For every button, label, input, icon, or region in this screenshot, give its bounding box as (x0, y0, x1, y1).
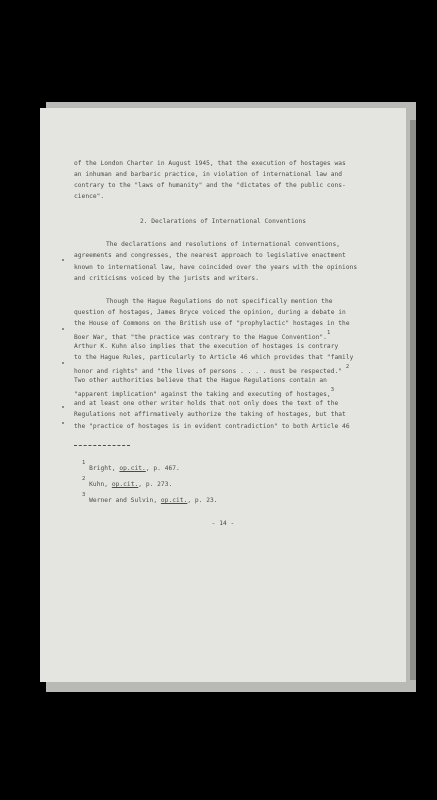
footnote (82, 478, 172, 489)
margin-speck (62, 406, 64, 408)
footnote-page: , p. 467. (145, 465, 180, 473)
footnote-number: 1 (82, 460, 86, 466)
margin-speck (62, 362, 64, 364)
footnote-ref-abbrev: op.cit. (111, 481, 139, 489)
footnote (82, 462, 180, 473)
paragraph-line: and criticisms voiced by the jurists and writers. (74, 275, 259, 282)
body-line: of the London Charter in August 1945, that the execution of hostages was (74, 160, 346, 167)
footnote-ref: 2 (345, 364, 350, 370)
paragraph-text: honor and rights" and "the lives of persons . . . . must be respected." (74, 368, 343, 376)
footnote-number: 3 (82, 492, 86, 498)
paragraph-line (74, 388, 334, 399)
paragraph-line: and at least one other writer holds that not only does the text of the (74, 400, 339, 407)
paragraph-line: to the Hague Rules, particularly to Article 46 which provides that "family (74, 354, 354, 361)
footnote-page: , p. 23. (187, 497, 218, 505)
page-number: - 14 - (211, 520, 235, 527)
section-heading: 2. Declarations of International Conventions (139, 218, 307, 225)
footnote-author: Werner and Sulvin, (89, 497, 158, 505)
paragraph-line: known to international law, have coincided over the years with the opinions (74, 264, 358, 271)
paragraph-line (74, 331, 330, 342)
footnote-author: Kuhn, (89, 481, 109, 489)
footnote-ref: 1 (326, 330, 331, 336)
paragraph-line: the "practice of hostages is in evident contradiction" to both Article 46 (74, 423, 350, 430)
footnote-separator (74, 445, 130, 446)
footnote-page: , p. 273. (138, 481, 173, 489)
body-line: contrary to the "laws of humanity" and the "dictates of the public cons- (74, 182, 346, 189)
paragraph-line: Two other authorities believe that the Hague Regulations contain an (74, 377, 327, 384)
paragraph-line: Though the Hague Regulations do not specifically mention the (106, 298, 333, 305)
margin-speck (62, 259, 64, 261)
body-line: an inhuman and barbaric practice, in violation of international law and (74, 171, 343, 178)
footnote (82, 494, 218, 505)
footnote-number: 2 (82, 476, 86, 482)
footnote-ref: 3 (330, 387, 335, 393)
margin-speck (62, 422, 64, 424)
footnote-ref-abbrev: op.cit. (160, 497, 188, 505)
paragraph-line: Regulations not affirmatively authorize the taking of hostages, but that (74, 411, 346, 418)
paragraph-line: the House of Commons on the British use of "prophylactic" hostages in the (74, 320, 350, 327)
document-page (40, 108, 406, 682)
paper-edge (410, 120, 416, 680)
paragraph-line (74, 365, 349, 376)
paragraph-line: question of hostages, James Bryce voiced the opinion, during a debate in (74, 309, 346, 316)
paragraph-line: Arthur K. Kuhn also implies that the execution of hostages is contrary (74, 343, 339, 350)
paragraph-line: The declarations and resolutions of international conventions, (106, 241, 341, 248)
paragraph-text: Boer War, that "the practice was contrary to the Hague Convention". (74, 334, 327, 342)
paragraph-text: "apparent implication" against the taking and executing of hostages, (74, 391, 331, 399)
body-line: cience". (74, 193, 105, 200)
paragraph-line: agreements and congresses, the nearest approach to legislative enactment (74, 252, 346, 259)
footnote-author: Bright, (89, 465, 116, 473)
margin-speck (62, 328, 64, 330)
footnote-ref-abbrev: op.cit. (119, 465, 146, 473)
